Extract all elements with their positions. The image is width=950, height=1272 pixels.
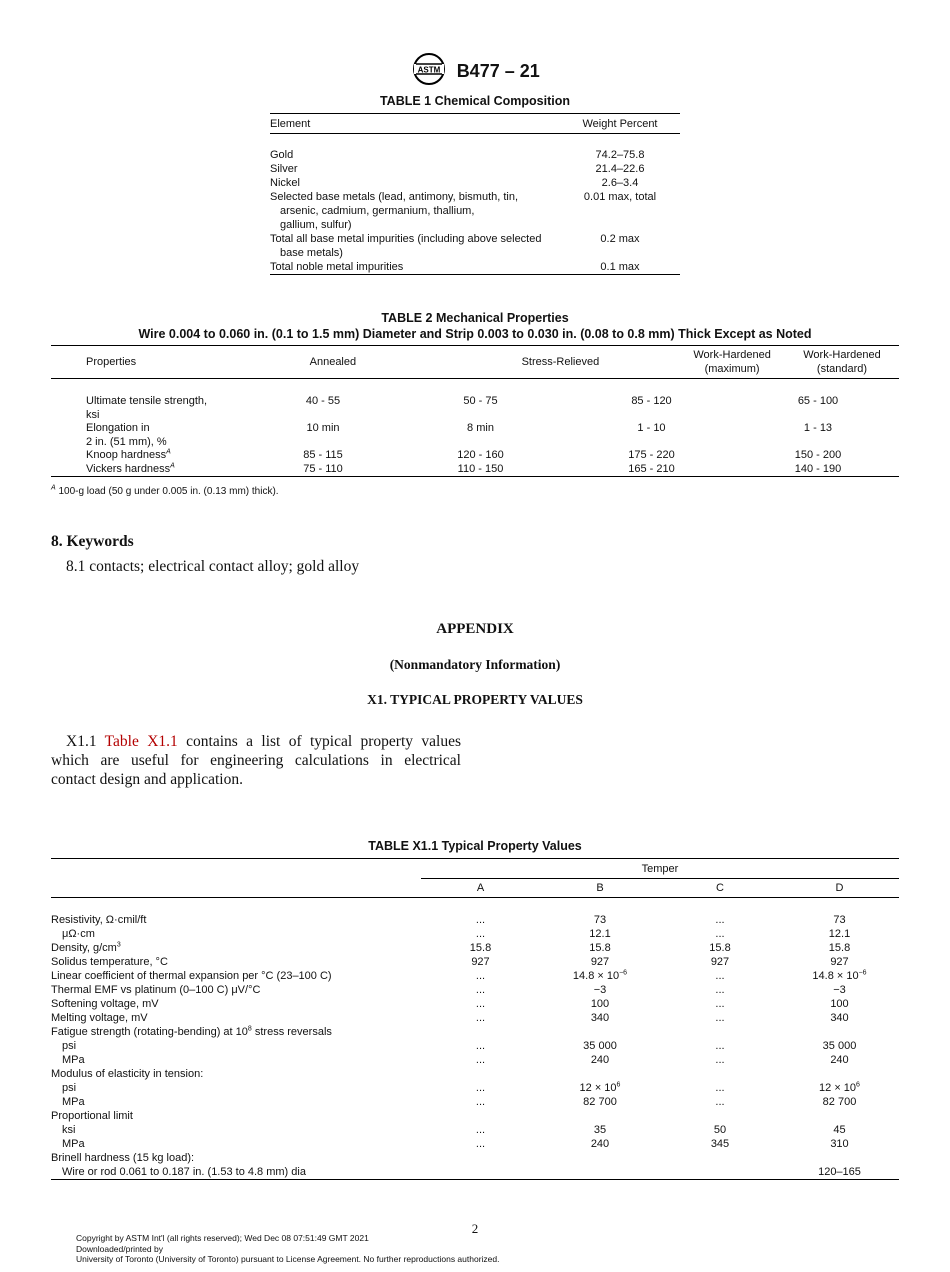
astm-logo-icon <box>410 52 448 91</box>
table-row: MPa ... 82 700 ... 82 700 <box>62 1096 857 1108</box>
table-row: Thermal EMF vs platinum (0–100 C) μV/°C ... −3 ... −3 <box>51 984 846 996</box>
table-row: Gold 74.2–75.8 <box>270 149 645 161</box>
copyright-footer: Copyright by ASTM Int'l (all rights reserved); Wed Dec 08 07:51:49 GMT 2021 Downloaded/printed by University of Toronto (University of Toronto) pursuant to License Agreement. No further reproductions authorized. <box>76 1233 500 1264</box>
tablex1-caption: TABLE X1.1 Typical Property Values <box>368 839 582 853</box>
table-row: Knoop hardness$^A$ 85 - 115 120 - 160 175 - 220 150 - 200 <box>86 448 842 461</box>
table-row: Solidus temperature, °C 927 927 927 927 <box>51 956 849 968</box>
table-row: ksi ... 35 50 45 <box>62 1124 846 1136</box>
keywords-text: 8.1 contacts; electrical contact alloy; gold alloy <box>66 558 360 575</box>
table-row: psi ... 35 000 ... 35 000 <box>62 1040 857 1052</box>
table-row: Fatigue strength (rotating-bending) at $10^8$ stress reversals <box>51 1025 332 1038</box>
table-row: Vickers hardness$^A$ 75 - 110 110 - 150 165 - 210 140 - 190 <box>51 463 899 477</box>
table-row: Brinell hardness (15 kg load): <box>51 1152 195 1164</box>
table-row: Resistivity, Ω·cmil/ft ... 73 ... 73 <box>51 914 846 926</box>
table2-col-wh-max: Work-Hardened (maximum) <box>599 346 785 379</box>
table1 <box>270 113 680 275</box>
table-row: Total all base metal impurities (including above selected base metals) 0.2 max <box>270 233 640 259</box>
table2 <box>51 345 899 477</box>
table-x1-link[interactable]: Table X1.1 <box>104 733 178 750</box>
table-row: Linear coefficient of thermal expansion per °C (23–100 C) ... $14.8 \times 10^{-6}$ ... $14.8 \times 10^{-6}$ <box>51 969 867 982</box>
appendix-subtitle: (Nonmandatory Information) <box>389 657 561 672</box>
table2-col-wh-std: Work-Hardened (standard) <box>785 346 899 379</box>
table-row: Modulus of elasticity in tension: <box>51 1068 204 1080</box>
table1-col-weight: Weight Percent <box>560 114 680 134</box>
tablex1 <box>51 858 899 1180</box>
appendix-paragraph: X1.1 Table X1.1 contains a list of typical property values which are useful for engineering calculations in electrical contact design and application. <box>51 733 461 788</box>
table-row: Silver 21.4–22.6 <box>270 163 645 175</box>
table1-caption: TABLE 1 Chemical Composition <box>379 94 571 108</box>
tablex1-col-d: D <box>780 879 899 898</box>
table-row: Melting voltage, mV ... 340 ... 340 <box>51 1012 849 1024</box>
table-row: psi ... $12 \times 10^6$ ... $12 \times 10^6$ <box>62 1081 860 1094</box>
table-row: Nickel 2.6–3.4 <box>270 177 639 189</box>
table2-col-stress-relieved: Stress-Relieved <box>372 346 600 379</box>
tablex1-col-b: B <box>540 879 660 898</box>
tablex1-col-c: C <box>660 879 780 898</box>
table-row: Selected base metals (lead, antimony, bismuth, tin, arsenic, cadmium, germanium, thallium, gallium, sulfur) 0.01 max, total <box>270 191 657 231</box>
table-row: MPa ... 240 345 310 <box>62 1138 849 1150</box>
tablex1-col-a: A <box>421 879 540 898</box>
table-row: Total noble metal impurities 0.1 max <box>270 260 680 275</box>
table-row: Proportional limit <box>51 1110 133 1122</box>
table2-col-properties: Properties <box>51 346 204 379</box>
svg-text:ASTM: ASTM <box>417 65 441 75</box>
table-row: Wire or rod 0.061 to 0.187 in. (1.53 to 4.8 mm) dia 120–165 <box>51 1165 899 1180</box>
table1-col-element: Element <box>270 114 560 134</box>
table-row: Ultimate tensile strength, ksi 40 - 55 50 - 75 85 - 120 65 - 100 <box>86 395 839 421</box>
table-row: Softening voltage, mV ... 100 ... 100 <box>51 998 849 1010</box>
document-id: B477 – 21 <box>456 61 540 81</box>
table-row: μΩ·cm ... 12.1 ... 12.1 <box>62 928 851 940</box>
table-row: MPa ... 240 ... 240 <box>62 1054 849 1066</box>
table2-footnote: $^A$ 100-g load (50 g under 0.005 in. (0.13 mm) thick). <box>51 484 279 497</box>
appendix-title: APPENDIX <box>436 621 514 637</box>
table-row: Density, $g/cm^3$ 15.8 15.8 15.8 15.8 <box>51 941 851 954</box>
page-number: 2 <box>471 1221 479 1236</box>
appendix-section-title: X1. TYPICAL PROPERTY VALUES <box>367 692 583 707</box>
table-row: Elongation in 2 in. (51 mm), % 10 min 8 min 1 - 10 1 - 13 <box>86 422 833 448</box>
table2-subcaption: Wire 0.004 to 0.060 in. (0.1 to 1.5 mm) Diameter and Strip 0.003 to 0.030 in. (0.08 to 0.8 mm) Thick Except as Noted <box>138 327 812 341</box>
document-header <box>0 52 950 88</box>
tablex1-temper-header: Temper <box>421 859 899 879</box>
table2-caption: TABLE 2 Mechanical Properties <box>381 311 569 325</box>
table2-col-annealed: Annealed <box>204 346 371 379</box>
keywords-heading: 8. Keywords <box>51 533 134 550</box>
